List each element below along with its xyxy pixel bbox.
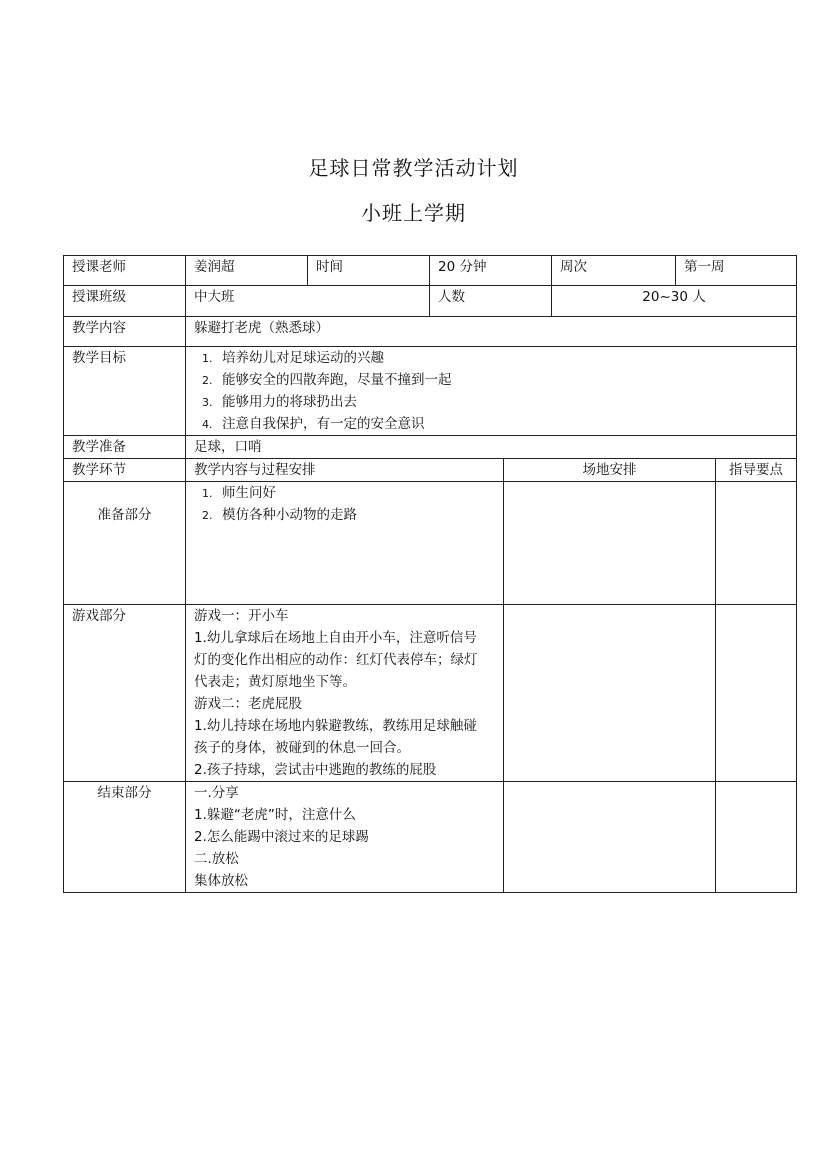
content-line: 1.幼儿拿球后在场地上自由开小车，注意听信号 — [194, 630, 477, 646]
week-label: 周次 — [552, 256, 676, 286]
goals-label: 教学目标 — [64, 347, 186, 436]
prep-label: 教学准备 — [64, 436, 186, 459]
time-label: 时间 — [308, 256, 430, 286]
lesson-plan-table — [63, 255, 797, 893]
content-line: 代表走；黄灯原地坐下等。 — [194, 674, 356, 690]
time-value: 20 分钟 — [430, 256, 552, 286]
table-row — [64, 605, 797, 782]
document-title: 足球日常教学活动计划 — [308, 156, 519, 180]
prep-value: 足球，口哨 — [186, 436, 797, 459]
count-value: 20~30 人 — [552, 286, 797, 317]
section-venue — [504, 482, 716, 605]
table-row — [64, 317, 797, 347]
section-guidance — [716, 605, 797, 782]
table-row — [64, 782, 797, 893]
teacher-label: 授课老师 — [64, 256, 186, 286]
content-value: 躲避打老虎（熟悉球） — [186, 317, 797, 347]
header-venue: 场地安排 — [504, 459, 716, 482]
content-line: 2.怎么能踢中滚过来的足球踢 — [194, 829, 369, 845]
goals-cell — [186, 347, 797, 436]
section-name: 结束部分 — [64, 782, 186, 893]
goal-item: 1. 培养幼儿对足球运动的兴趣 — [216, 347, 796, 369]
content-line: 游戏一：开小车 — [194, 608, 289, 624]
header-content: 教学内容与过程安排 — [186, 459, 504, 482]
step-item: 2. 模仿各种小动物的走路 — [216, 504, 503, 526]
section-name: 游戏部分 — [64, 605, 186, 782]
header-stage: 教学环节 — [64, 459, 186, 482]
table-row — [64, 482, 797, 605]
document-subtitle: 小班上学期 — [361, 201, 466, 225]
section-guidance — [716, 482, 797, 605]
section-guidance — [716, 782, 797, 893]
section-content — [186, 605, 504, 782]
prep-steps-list — [194, 482, 503, 526]
section-venue — [504, 782, 716, 893]
table-row — [64, 459, 797, 482]
content-line: 1.躲避“老虎”时，注意什么 — [194, 807, 356, 823]
goal-item: 3. 能够用力的将球扔出去 — [216, 391, 796, 413]
table-row — [64, 256, 797, 286]
table-row — [64, 286, 797, 317]
table-row — [64, 436, 797, 459]
goal-item: 2. 能够安全的四散奔跑，尽量不撞到一起 — [216, 369, 796, 391]
class-value: 中大班 — [186, 286, 430, 317]
content-line: 2.孩子持球，尝试击中逃跑的教练的屁股 — [194, 762, 437, 778]
teacher-value: 姜润超 — [186, 256, 308, 286]
section-name: 准备部分 — [64, 482, 186, 605]
section-content — [186, 782, 504, 893]
content-line: 二.放松 — [194, 851, 239, 867]
week-value: 第一周 — [676, 256, 797, 286]
content-line: 灯的变化作出相应的动作：红灯代表停车；绿灯 — [194, 652, 478, 668]
content-line: 1.幼儿持球在场地内躲避教练，教练用足球触碰 — [194, 718, 477, 734]
content-line: 集体放松 — [194, 873, 248, 889]
content-line: 孩子的身体，被碰到的休息一回合。 — [194, 740, 410, 756]
content-label: 教学内容 — [64, 317, 186, 347]
section-content — [186, 482, 504, 605]
goal-item: 4. 注意自我保护，有一定的安全意识 — [216, 413, 796, 435]
content-line: 一.分享 — [194, 785, 239, 801]
class-label: 授课班级 — [64, 286, 186, 317]
table-row — [64, 347, 797, 436]
count-label: 人数 — [430, 286, 552, 317]
content-line: 游戏二：老虎屁股 — [194, 696, 302, 712]
header-guidance: 指导要点 — [716, 459, 797, 482]
goals-list — [194, 347, 796, 435]
section-venue — [504, 605, 716, 782]
step-item: 1. 师生问好 — [216, 482, 503, 504]
